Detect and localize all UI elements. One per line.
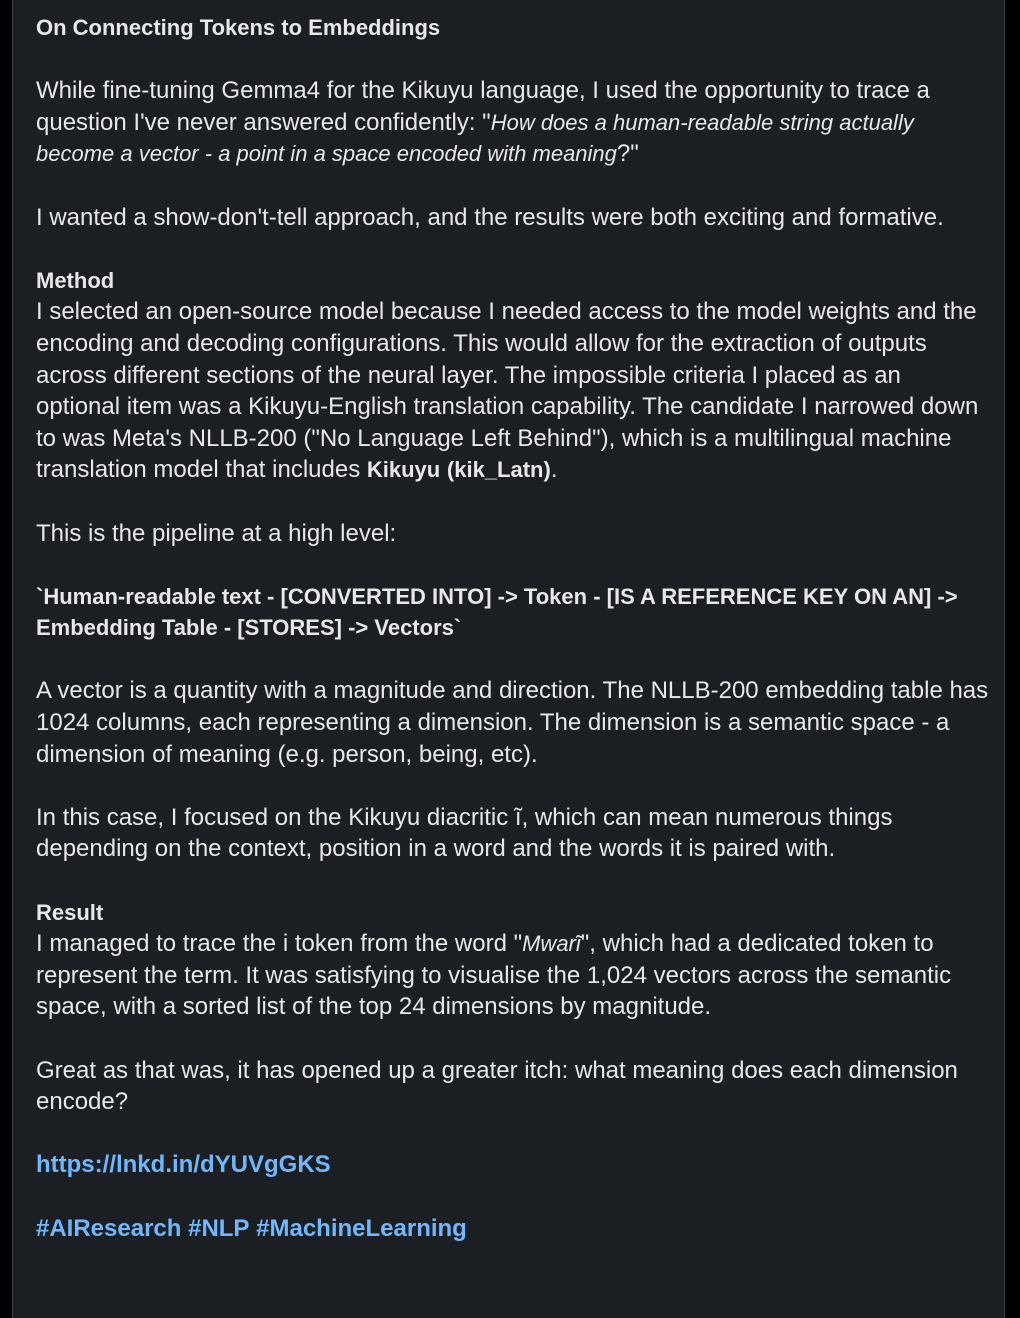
result-section — [36, 897, 991, 1023]
pipeline-intro: This is the pipeline at a high level: — [36, 519, 397, 547]
post-body — [36, 12, 991, 1276]
result-heading: Result — [36, 899, 104, 925]
link-paragraph — [36, 1149, 991, 1181]
result-text: I managed to trace the i token from the word " — [36, 930, 523, 958]
result-word: Mwarĩ — [522, 931, 581, 957]
approach-paragraph: I wanted a show-don't-tell approach, and the results were both exciting and formative. — [36, 203, 944, 231]
result-text-end: ", which had a dedicated token to represent the term. It was satisfying to visualise the 1,024 vectors across the semantic space, with a sorted list of the top 24 dimensions by magnitude. — [36, 930, 952, 1021]
intro-question: How does a human-readable string actually become a vector - a point in a space encoded with meaning — [36, 109, 914, 167]
pipeline-text: `Human-readable text - [CONVERTED INTO] -> Token - [IS A REFERENCE KEY ON AN] -> Embedding Table - [STORES] -> Vectors` — [36, 583, 958, 641]
hashtag-machinelearning[interactable]: #MachineLearning — [256, 1214, 467, 1242]
method-text: I selected an open-source model because I needed access to the model weights and the encoding and decoding configurations. This would allow for the extraction of outputs across different sections of the neural layer. The impossible criteria I placed as an optional item was a Kikuyu-English translation capability. The candidate I narrowed down to was Meta's NLLB-200 ("No Language Left Behind"), which is a multilingual machine translation model that includes — [36, 298, 979, 484]
closing-paragraph: Great as that was, it has opened up a greater itch: what meaning does each dimension encode? — [36, 1056, 958, 1116]
post-card — [12, 0, 1005, 1318]
method-heading: Method — [36, 267, 115, 293]
method-language: Kikuyu — [366, 457, 441, 483]
hashtags — [36, 1213, 991, 1245]
intro-text-end: ?" — [616, 140, 639, 168]
method-language-code: (kik_Latn) — [446, 457, 551, 483]
diacritic-paragraph: In this case, I focused on the Kikuyu diacritic ĩ, which can mean numerous things depending on the context, position in a word and the words it is paired with. — [36, 803, 893, 863]
vector-paragraph: A vector is a quantity with a magnitude and direction. The NLLB-200 embedding table has 1024 columns, each representing a dimension. The dimension is a semantic space - a dimension of meaning (e.g. person, being, etc). — [36, 677, 989, 768]
post-link[interactable]: https://lnkd.in/dYUVgGKS — [36, 1151, 331, 1179]
intro-text: While fine-tuning Gemma4 for the Kikuyu language, I used the opportunity to trace a question I've never answered confidently: " — [36, 77, 930, 136]
hashtag-nlp[interactable]: #NLP — [188, 1214, 250, 1242]
intro-paragraph — [36, 75, 991, 170]
method-end: . — [550, 456, 558, 484]
hashtag-airesearch[interactable]: #AIResearch — [36, 1214, 182, 1242]
post-title: On Connecting Tokens to Embeddings — [36, 15, 441, 40]
method-section — [36, 265, 991, 486]
